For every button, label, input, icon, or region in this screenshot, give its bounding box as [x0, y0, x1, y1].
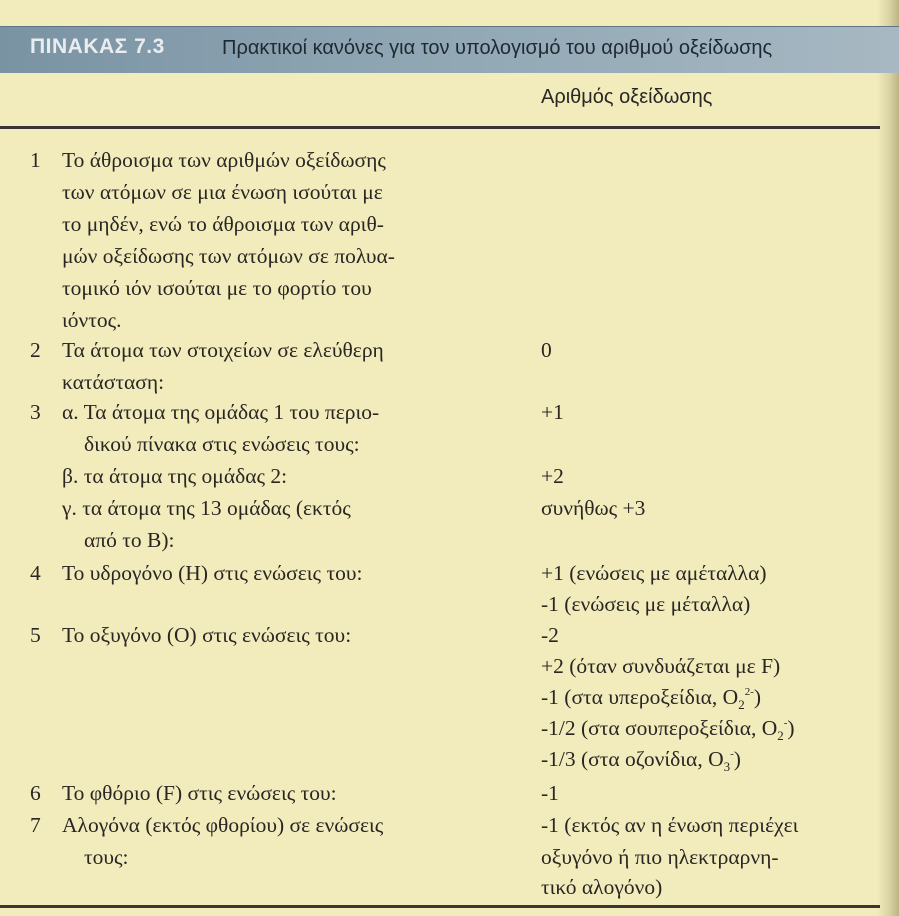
column-header-oxidation-number: Αριθμός οξείδωσης — [541, 86, 713, 108]
rule-text-line: Το φθόριο (F) στις ενώσεις του: — [62, 781, 337, 805]
rule-text-line: δικού πίνακα στις ενώσεις τους: — [84, 432, 360, 456]
oxidation-value: -1 (ενώσεις με μέταλλα) — [541, 592, 751, 616]
rule-text-line: γ. τα άτομα της 13 ομάδας (εκτός — [62, 496, 351, 520]
rule-text-line: α. Τα άτομα της ομάδας 1 του περιο- — [62, 400, 380, 424]
rule-text-line: των ατόμων σε μια ένωση ισούται με — [62, 180, 383, 204]
table-label: ΠΙΝΑΚΑΣ 7.3 — [30, 35, 165, 58]
rule-text-line: Το υδρογόνο (H) στις ενώσεις του: — [62, 561, 363, 585]
row-number: 4 — [30, 561, 41, 585]
rule-text-line: από το B): — [84, 528, 175, 552]
rule-text-line: Τα άτομα των στοιχείων σε ελεύθερη — [62, 338, 384, 362]
oxidation-value-ozonide: -1/3 (στα οζονίδια, $O_3^-$) — [541, 747, 741, 774]
oxidation-value: -2 — [541, 623, 559, 647]
oxidation-value: 0 — [541, 338, 552, 362]
oxidation-value: +2 — [541, 464, 564, 488]
oxidation-value: τικό αλογόνο) — [541, 875, 663, 899]
rule-text-line: Αλογόνα (εκτός φθορίου) σε ενώσεις — [62, 813, 384, 837]
rule-text-line: τομικό ιόν ισούται με το φορτίο του — [62, 276, 372, 300]
table-header-band — [0, 26, 899, 73]
rule-text-line: β. τα άτομα της ομάδας 2: — [62, 464, 288, 488]
oxidation-value: +2 (όταν συνδυάζεται με F) — [541, 654, 781, 678]
rule-text-line: ιόντος. — [62, 308, 122, 332]
row-number: 6 — [30, 781, 41, 805]
row-number: 3 — [30, 400, 41, 424]
header-rule — [0, 126, 880, 129]
rule-text-line: τους: — [84, 845, 129, 869]
row-number: 2 — [30, 338, 41, 362]
oxidation-value-superoxide: -1/2 (στα σουπεροξείδια, $O_2^-$) — [541, 716, 795, 743]
rule-text-line: κατάσταση: — [62, 370, 165, 394]
rule-text-line: Το άθροισμα των αριθμών οξείδωσης — [62, 148, 386, 172]
row-number: 7 — [30, 813, 41, 837]
oxidation-value: συνήθως +3 — [541, 496, 646, 520]
oxidation-value: +1 (ενώσεις με αμέταλλα) — [541, 561, 767, 585]
oxidation-value-peroxide: -1 (στα υπεροξείδια, $O_2^{2-}$) — [541, 685, 762, 712]
row-number: 5 — [30, 623, 41, 647]
row-number: 1 — [30, 148, 41, 172]
oxidation-value: -1 (εκτός αν η ένωση περιέχει — [541, 813, 799, 837]
bottom-rule — [0, 905, 880, 908]
page-edge-shadow — [877, 0, 899, 916]
oxidation-value: -1 — [541, 781, 559, 805]
rule-text-line: το μηδέν, ενώ το άθροισμα των αριθ- — [62, 212, 384, 236]
oxidation-value: +1 — [541, 400, 564, 424]
table-title: Πρακτικοί κανόνες για τον υπολογισμό του αριθμού οξείδωσης — [222, 37, 773, 59]
rule-text-line: Το οξυγόνο (O) στις ενώσεις του: — [62, 623, 352, 647]
oxidation-value: οξυγόνο ή πιο ηλεκτραρνη- — [541, 845, 779, 869]
rule-text-line: μών οξείδωσης των ατόμων σε πολυα- — [62, 244, 395, 268]
